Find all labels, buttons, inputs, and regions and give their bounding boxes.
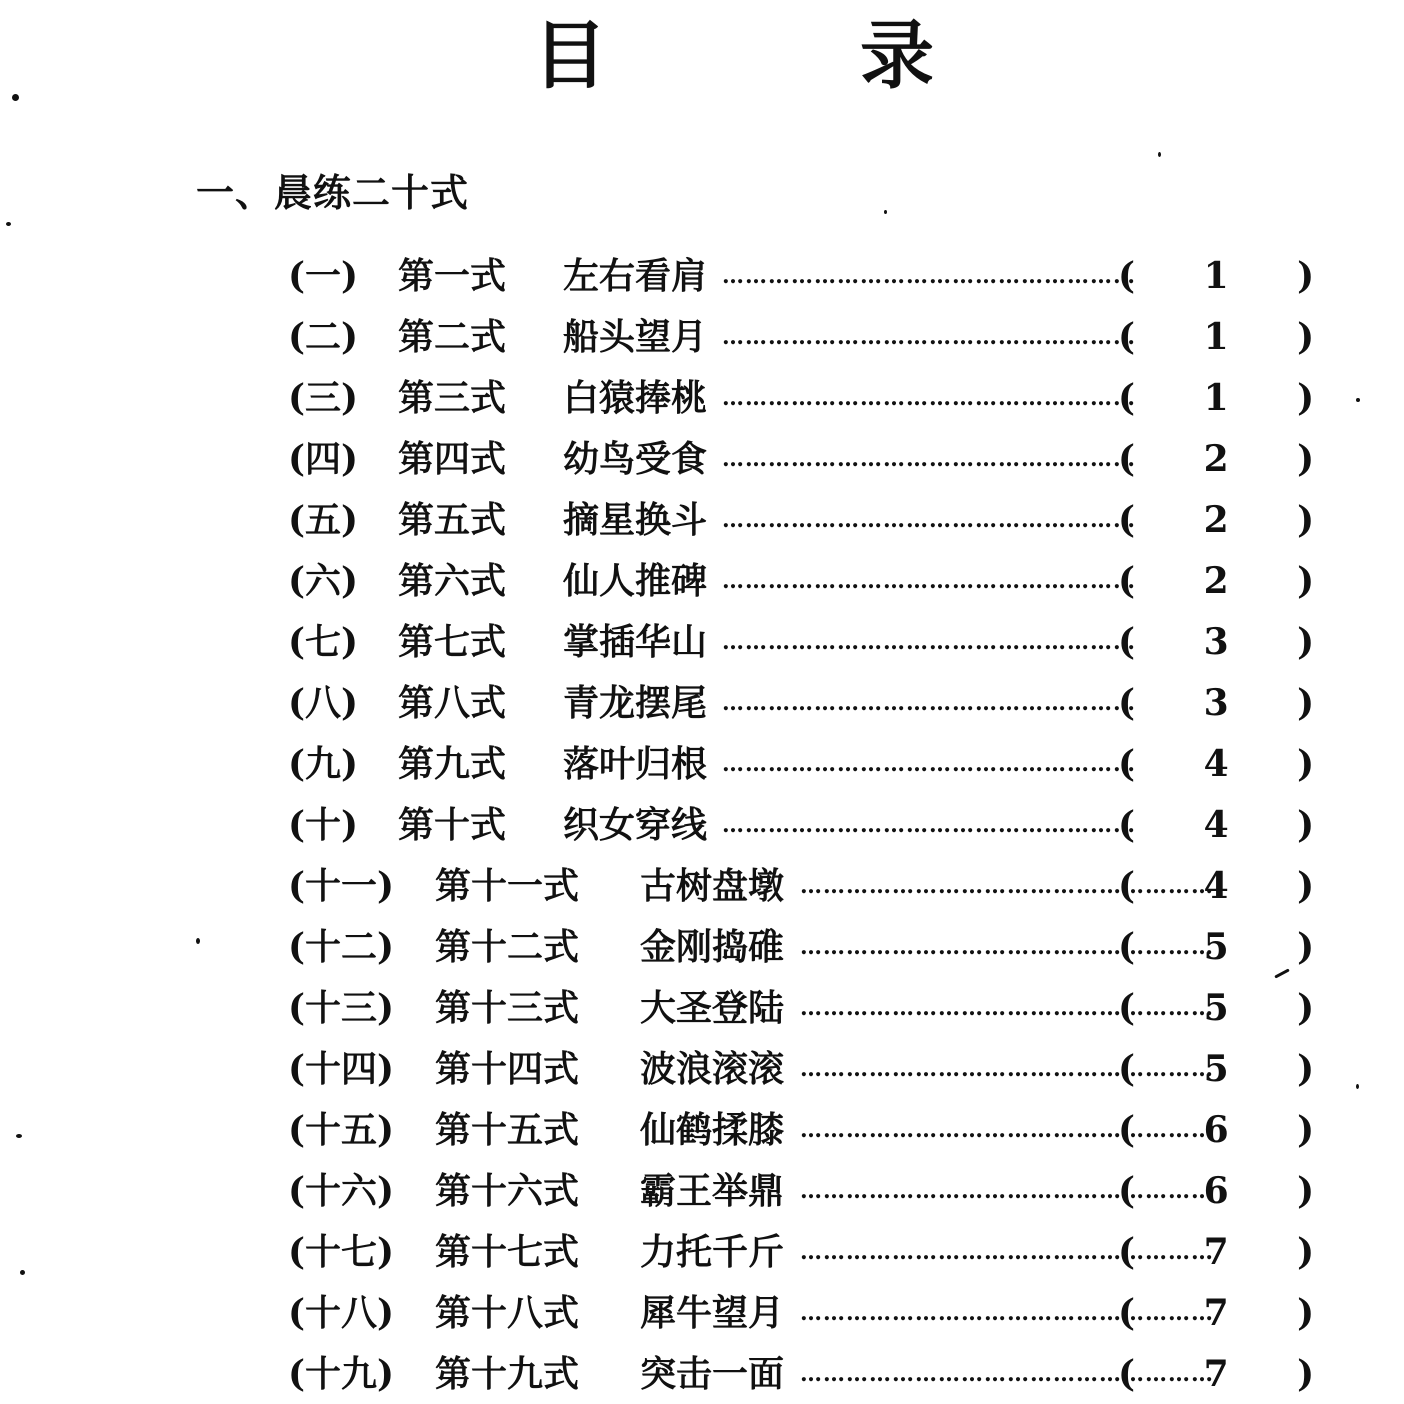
entry-page: ( 1 ): [1118, 316, 1343, 358]
entry-number: (十八): [288, 1292, 395, 1334]
entry-title: 落叶归根: [563, 743, 708, 785]
entry-label: 第三式: [398, 377, 507, 419]
entry-label: 第十五式: [435, 1109, 580, 1151]
entry-page: ( 1 ): [1118, 377, 1343, 419]
dot-leader: ………………………………………………: [800, 1056, 1214, 1082]
entry-title: 摘星换斗: [563, 499, 708, 541]
entry-page: ( 5 ): [1118, 987, 1343, 1029]
entry-title: 突击一面: [640, 1353, 785, 1395]
entry-label: 第八式: [398, 682, 507, 724]
toc-entry: [0, 1100, 1404, 1160]
dot-leader: ………………………………………………: [722, 690, 1136, 716]
entry-title: 掌插华山: [563, 621, 708, 663]
scan-speck: [1356, 1084, 1359, 1089]
entry-number: (六): [288, 560, 359, 602]
dot-leader: ………………………………………………: [722, 568, 1136, 594]
entry-title: 白猿捧桃: [563, 377, 708, 419]
entry-page: ( 3 ): [1118, 621, 1343, 663]
entry-page: ( 1 ): [1118, 255, 1343, 297]
entry-title: 犀牛望月: [640, 1292, 785, 1334]
dot-leader: ………………………………………………: [722, 324, 1136, 350]
entry-page: ( 6 ): [1118, 1170, 1343, 1212]
entry-number: (十二): [288, 926, 395, 968]
entry-number: (十七): [288, 1231, 395, 1273]
entry-number: (十三): [288, 987, 395, 1029]
entry-page: ( 2 ): [1118, 560, 1343, 602]
entry-title: 古树盘墩: [640, 865, 785, 907]
entry-title: 波浪滚滚: [640, 1048, 785, 1090]
entry-number: (七): [288, 621, 359, 663]
entry-number: (十六): [288, 1170, 395, 1212]
toc-entry: [0, 612, 1404, 672]
scan-speck: [196, 938, 200, 944]
toc-entry: [0, 1283, 1404, 1343]
entry-label: 第七式: [398, 621, 507, 663]
toc-entry: [0, 917, 1404, 977]
dot-leader: ………………………………………………: [722, 385, 1136, 411]
entry-label: 第十九式: [435, 1353, 580, 1395]
entry-title: 金刚捣碓: [640, 926, 785, 968]
entry-page: ( 4 ): [1118, 804, 1343, 846]
entry-label: 第九式: [398, 743, 507, 785]
entry-page: ( 7 ): [1118, 1292, 1343, 1334]
entry-label: 第十七式: [435, 1231, 580, 1273]
entry-label: 第六式: [398, 560, 507, 602]
toc-entry: [0, 490, 1404, 550]
entry-number: (十): [288, 804, 359, 846]
toc-entry: [0, 1161, 1404, 1221]
toc-entry: [0, 1222, 1404, 1282]
entry-number: (十四): [288, 1048, 395, 1090]
entry-number: (一): [288, 255, 359, 297]
entry-page: ( 4 ): [1118, 865, 1343, 907]
toc-entry: [0, 1039, 1404, 1099]
toc-entry: [0, 1344, 1404, 1404]
entry-number: (三): [288, 377, 359, 419]
entry-page: ( 7 ): [1118, 1353, 1343, 1395]
entry-page: ( 3 ): [1118, 682, 1343, 724]
entry-page: ( 4 ): [1118, 743, 1343, 785]
entry-title: 织女穿线: [563, 804, 708, 846]
entry-page: ( 7 ): [1118, 1231, 1343, 1273]
scan-speck: [6, 222, 11, 226]
dot-leader: ………………………………………………: [722, 629, 1136, 655]
entry-label: 第十八式: [435, 1292, 580, 1334]
entry-title: 左右看肩: [563, 255, 708, 297]
dot-leader: ………………………………………………: [722, 263, 1136, 289]
entry-number: (五): [288, 499, 359, 541]
scan-speck: [884, 210, 887, 214]
entry-label: 第十四式: [435, 1048, 580, 1090]
dot-leader: ………………………………………………: [722, 812, 1136, 838]
entry-title: 幼鸟受食: [563, 438, 708, 480]
entry-page: ( 5 ): [1118, 926, 1343, 968]
entry-page: ( 5 ): [1118, 1048, 1343, 1090]
scan-speck: [20, 1270, 25, 1275]
entry-number: (十一): [288, 865, 395, 907]
entry-page: ( 2 ): [1118, 438, 1343, 480]
entry-number: (四): [288, 438, 359, 480]
entry-label: 第四式: [398, 438, 507, 480]
toc-entry: [0, 307, 1404, 367]
scan-speck: [1356, 398, 1360, 402]
dot-leader: ………………………………………………: [800, 1361, 1214, 1387]
dot-leader: ………………………………………………: [722, 507, 1136, 533]
dot-leader: ………………………………………………: [722, 446, 1136, 472]
entry-label: 第十六式: [435, 1170, 580, 1212]
toc-entry: [0, 856, 1404, 916]
entry-page: ( 2 ): [1118, 499, 1343, 541]
page-title-char-1: 目: [533, 13, 607, 99]
entry-label: 第十二式: [435, 926, 580, 968]
dot-leader: ………………………………………………: [800, 995, 1214, 1021]
entry-label: 第五式: [398, 499, 507, 541]
entry-label: 第十三式: [435, 987, 580, 1029]
entry-title: 大圣登陆: [640, 987, 785, 1029]
entry-title: 力托千斤: [640, 1231, 785, 1273]
entry-label: 第二式: [398, 316, 507, 358]
entry-number: (八): [288, 682, 359, 724]
entry-title: 青龙摆尾: [563, 682, 708, 724]
dot-leader: ………………………………………………: [722, 751, 1136, 777]
toc-entry: [0, 368, 1404, 428]
entry-title: 船头望月: [563, 316, 708, 358]
entry-label: 第一式: [398, 255, 507, 297]
dot-leader: ………………………………………………: [800, 1239, 1214, 1265]
toc-entry: [0, 246, 1404, 306]
entry-label: 第十式: [398, 804, 507, 846]
section-heading: 一、晨练二十式: [196, 170, 470, 215]
toc-entry: [0, 795, 1404, 855]
entry-title: 仙人推碑: [563, 560, 708, 602]
toc-entry: [0, 734, 1404, 794]
dot-leader: ………………………………………………: [800, 873, 1214, 899]
entry-number: (九): [288, 743, 359, 785]
entry-label: 第十一式: [435, 865, 580, 907]
scan-speck: [16, 1134, 22, 1138]
entry-title: 仙鹤揉膝: [640, 1109, 785, 1151]
entry-number: (二): [288, 316, 359, 358]
toc-entry: [0, 551, 1404, 611]
scan-speck: [1158, 152, 1161, 157]
dot-leader: ………………………………………………: [800, 934, 1214, 960]
entry-number: (十五): [288, 1109, 395, 1151]
page-title-char-2: 录: [860, 13, 934, 99]
dot-leader: ………………………………………………: [800, 1300, 1214, 1326]
dot-leader: ………………………………………………: [800, 1117, 1214, 1143]
toc-entry: [0, 673, 1404, 733]
scan-speck: [12, 94, 19, 101]
entry-page: ( 6 ): [1118, 1109, 1343, 1151]
toc-entry: [0, 978, 1404, 1038]
entry-number: (十九): [288, 1353, 395, 1395]
toc-entry: [0, 429, 1404, 489]
dot-leader: ………………………………………………: [800, 1178, 1214, 1204]
entry-title: 霸王举鼎: [640, 1170, 785, 1212]
